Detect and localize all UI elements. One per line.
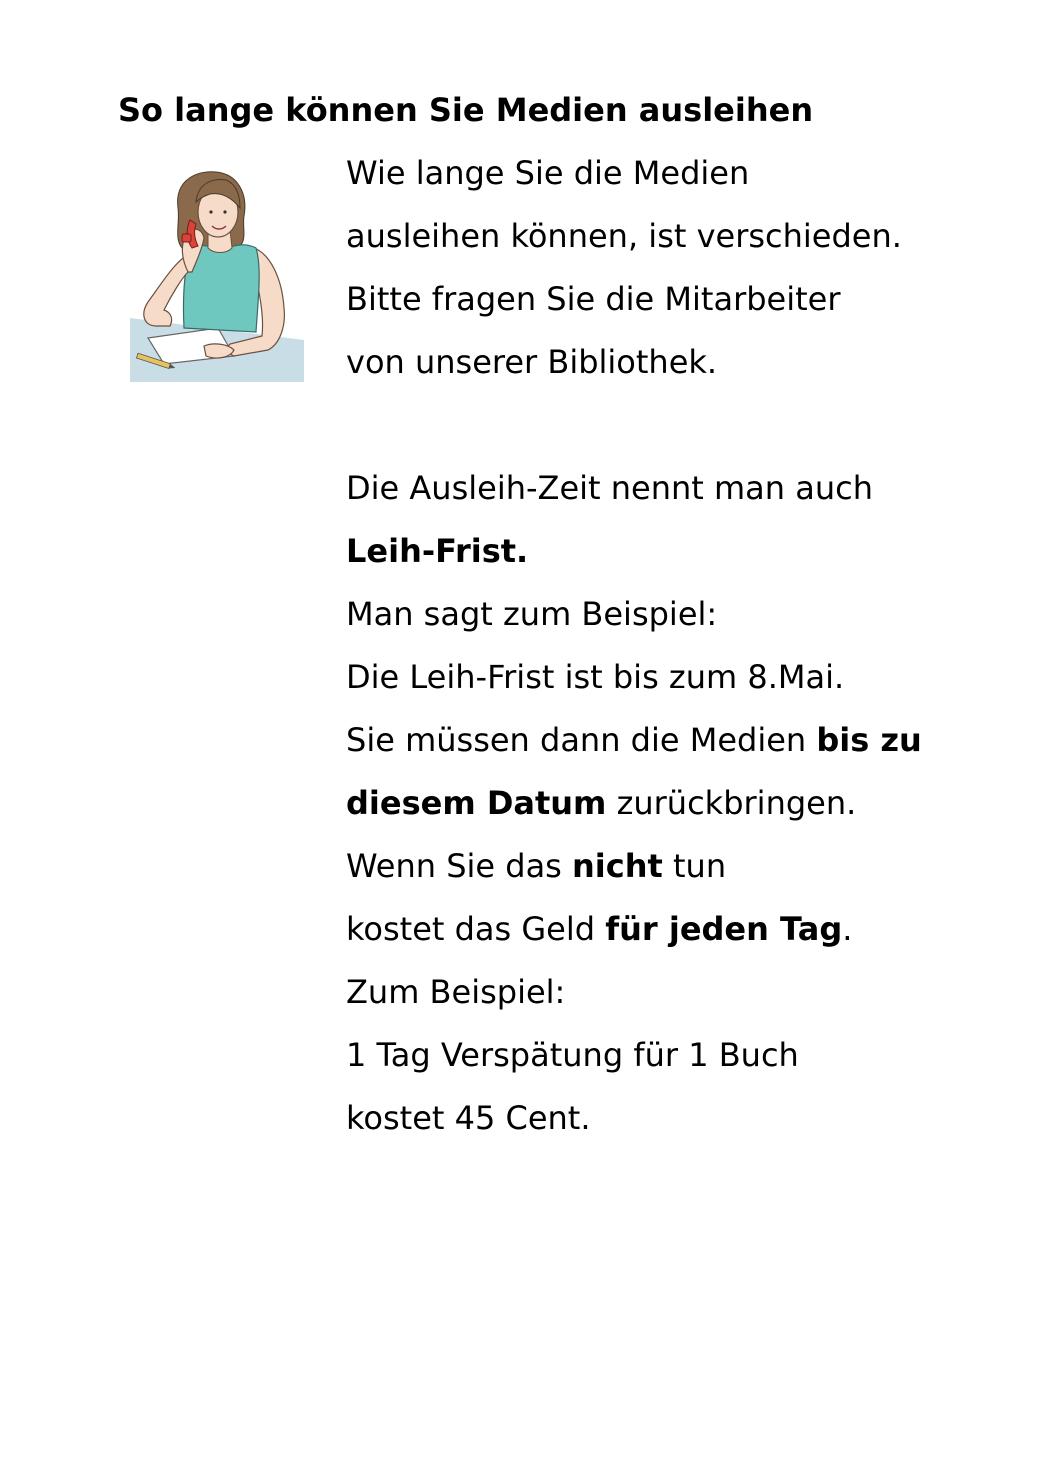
text-line: Die Leih-Frist ist bis zum 8.Mai. xyxy=(346,658,845,696)
paragraph-spacer xyxy=(346,394,1006,457)
bold-term: für jeden Tag xyxy=(605,910,843,948)
text-line: Bitte fragen Sie die Mitarbeiter xyxy=(346,280,841,318)
text-line: Die Ausleih-Zeit nennt man auch xyxy=(346,469,873,507)
text-line: kostet 45 Cent. xyxy=(346,1099,591,1137)
text-segment: tun xyxy=(662,847,727,885)
text-line xyxy=(346,898,1006,961)
text-line: 1 Tag Verspätung für 1 Buch xyxy=(346,1036,799,1074)
text-line: Wie lange Sie die Medien xyxy=(346,154,750,192)
text-line: ausleihen können, ist verschieden. xyxy=(346,217,902,255)
text-line xyxy=(346,835,1006,898)
text-line: Zum Beispiel: xyxy=(346,973,566,1011)
text-line: Man sagt zum Beispiel: xyxy=(346,595,718,633)
bold-term: Leih-Frist. xyxy=(346,532,529,570)
text-line: von unserer Bibliothek. xyxy=(346,343,718,381)
text-line xyxy=(346,709,1006,772)
woman-on-phone-icon xyxy=(130,168,304,382)
text-segment: Wenn Sie das xyxy=(346,847,573,885)
text-segment: kostet das Geld xyxy=(346,910,606,948)
text-segment: zurückbringen. xyxy=(606,784,857,822)
text-segment: Sie müssen dann die Medien xyxy=(346,721,817,759)
page-title: So lange können Sie Medien ausleihen xyxy=(118,91,814,129)
bold-term: diesem Datum xyxy=(346,784,607,822)
text-line xyxy=(346,520,1006,583)
text-segment: . xyxy=(842,910,853,948)
text-line xyxy=(346,772,1006,835)
bold-term: bis zu xyxy=(816,721,922,759)
bold-term: nicht xyxy=(572,847,663,885)
body-text xyxy=(346,142,1006,1150)
